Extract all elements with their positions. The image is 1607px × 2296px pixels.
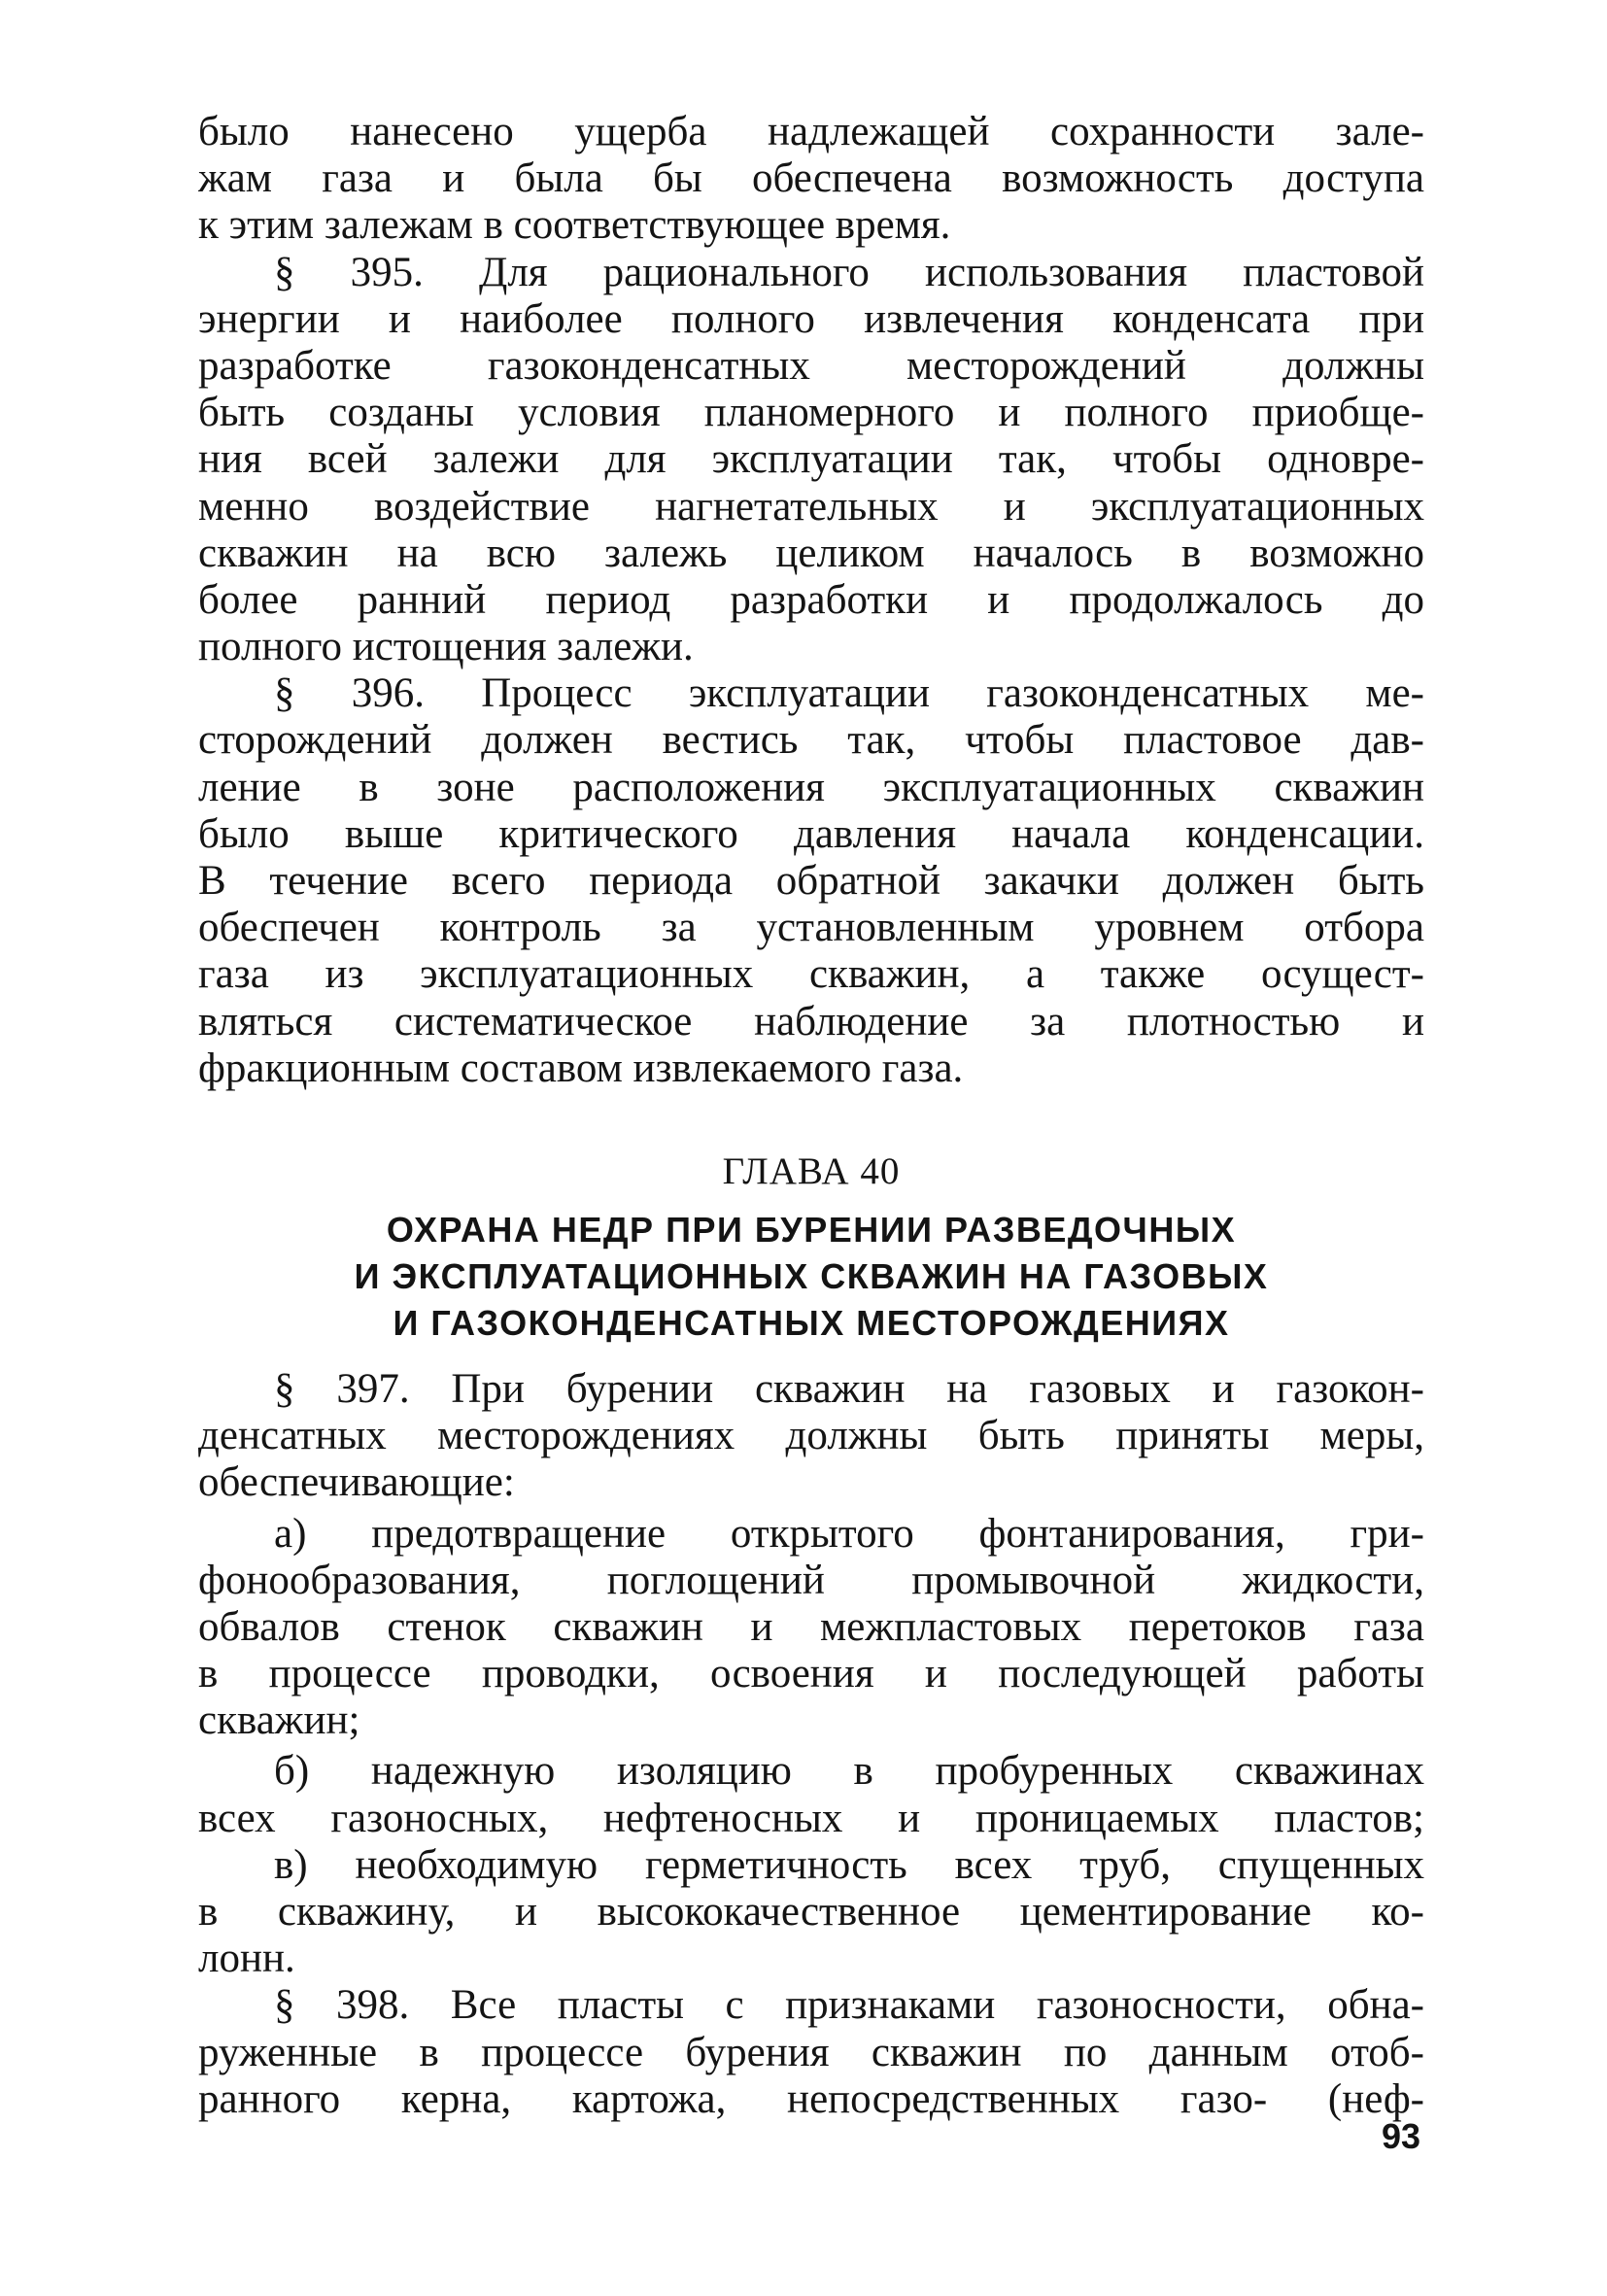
chapter-title	[198, 1207, 1424, 1347]
paragraph-398	[198, 1982, 1424, 2123]
list-item-v	[198, 1842, 1424, 1983]
text-line: было нанесено ущерба надлежащей сохранности зале-	[198, 109, 1424, 154]
text-line: денсатных месторождениях должны быть приняты меры,	[198, 1413, 1424, 1459]
text-line: ния всей залежи для эксплуатации так, чтобы одновре-	[198, 436, 1424, 483]
text-line: газа из эксплуатационных скважин, а также осущест-	[198, 951, 1424, 998]
text-line: фонообразования, поглощений промывочной жидкости,	[198, 1557, 1424, 1603]
text-line: § 396. Процесс эксплуатации газоконденсатных ме-	[274, 670, 1424, 717]
text-line: к этим залежам в соответствующее время.	[198, 202, 951, 249]
text-line: жам газа и была бы обеспечена возможность доступа	[198, 155, 1424, 202]
text-line: было выше критического давления начала конденсации.	[198, 810, 1424, 857]
text-line: скважин;	[198, 1697, 360, 1744]
text-line: В течение всего периода обратной закачки должен быть	[198, 858, 1424, 904]
text-line: полного истощения залежи.	[198, 624, 694, 670]
text-line: более ранний период разработки и продолжалось до	[198, 576, 1424, 623]
text-line: вляться систематическое наблюдение за плотностью и	[198, 998, 1424, 1045]
text-line: фракционным составом извлекаемого газа.	[198, 1045, 964, 1091]
paragraph-395	[198, 250, 1424, 671]
text-line: в процессе проводки, освоения и последующей работы	[198, 1651, 1424, 1697]
text-line: § 395. Для рационального использования пластовой	[274, 249, 1424, 295]
text-line: обвалов стенок скважин и межпластовых перетоков газа	[198, 1603, 1424, 1650]
list-item-b	[198, 1748, 1424, 1841]
chapter-title-line: ОХРАНА НЕДР ПРИ БУРЕНИИ РАЗВЕДОЧНЫХ	[386, 1209, 1237, 1250]
text-line: в) необходимую герметичность всех труб, спущенных	[274, 1841, 1424, 1888]
text-line: разработке газоконденсатных месторождений должны	[198, 342, 1424, 389]
text-line: сторождений должен вестись так, чтобы пластовое дав-	[198, 717, 1424, 764]
list-item-a	[198, 1511, 1424, 1745]
page-number: 93	[1382, 2116, 1421, 2156]
text-line: в скважину, и высококачественное цементирование ко-	[198, 1889, 1424, 1935]
paragraph-397	[198, 1366, 1424, 1507]
top-block	[198, 109, 1424, 250]
text-line: обеспечен контроль за установленным уровнем отбора	[198, 905, 1424, 951]
text-line: менно воздействие нагнетательных и эксплуатационных	[198, 483, 1424, 530]
chapter-title-line: И ЭКСПЛУАТАЦИОННЫХ СКВАЖИН НА ГАЗОВЫХ	[354, 1255, 1269, 1296]
text-line: § 398. Все пласты с признаками газоносности, обна-	[274, 1982, 1424, 2029]
text-line: скважин на всю залежь целиком началось в возможно	[198, 530, 1424, 576]
text-line: б) надежную изоляцию в пробуренных скважинах	[274, 1748, 1424, 1795]
text-line: ранного керна, картожа, непосредственных газо- (неф-	[198, 2075, 1424, 2122]
paragraph-396	[198, 670, 1424, 1092]
text-line: лонн.	[198, 1936, 295, 1982]
chapter-title-line: И ГАЗОКОНДЕНСАТНЫХ МЕСТОРОЖДЕНИЯХ	[393, 1302, 1230, 1343]
text-line: обеспечивающие:	[198, 1459, 515, 1506]
text-line: всех газоносных, нефтеносных и проницаемых пластов;	[198, 1795, 1424, 1841]
book-page	[198, 109, 1424, 2123]
text-line: а) предотвращение открытого фонтанирования, гри-	[274, 1510, 1424, 1557]
text-line: ление в зоне расположения эксплуатационных скважин	[198, 764, 1424, 810]
text-line: § 397. При бурении скважин на газовых и газокон-	[274, 1365, 1424, 1412]
text-line: энергии и наиболее полного извлечения конденсата при	[198, 295, 1424, 342]
text-line: быть созданы условия планомерного и полного приобще-	[198, 390, 1424, 436]
chapter-number: ГЛАВА 40	[722, 1149, 901, 1192]
text-line: руженные в процессе бурения скважин по данным отоб-	[198, 2029, 1424, 2075]
